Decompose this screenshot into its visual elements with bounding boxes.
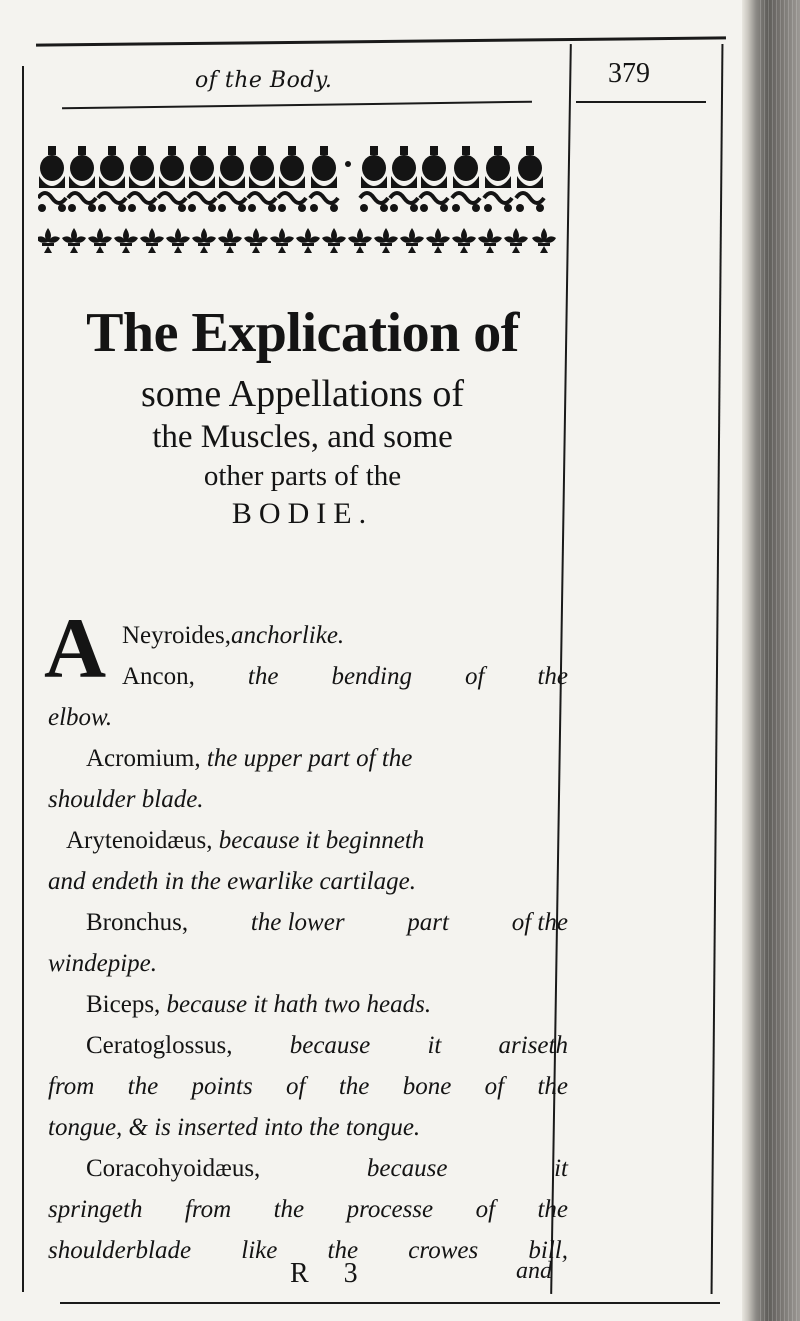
entry-coracohyoidaeus: Coracohyoidæus, because it xyxy=(86,1155,568,1182)
entry-bronchus: Bronchus, the lower part of the xyxy=(86,909,568,936)
running-head: of the Body. xyxy=(195,68,333,93)
bottom-frame-rule xyxy=(60,1302,720,1304)
entry-bronchus-cont: windepipe. xyxy=(48,950,158,977)
ornament-band xyxy=(38,140,558,262)
entry-coracohyoidaeus-cont-2: shoulderblade like the crowes bill, xyxy=(48,1237,568,1264)
entry-acromium-cont: shoulder blade. xyxy=(48,786,204,813)
title-line-2: some Appellations of xyxy=(141,373,464,415)
pageno-underline-rule xyxy=(576,101,706,103)
title-line-1: The Explication of xyxy=(86,302,519,364)
ornament-row-top xyxy=(38,146,544,212)
left-frame-rule xyxy=(22,66,24,1292)
top-frame-rule xyxy=(36,36,726,46)
entry-aneyroides: Neyroides,anchorlike. xyxy=(122,622,345,649)
entry-arytenoidaeus: Arytenoidæus, because it beginneth xyxy=(66,827,425,854)
signature-mark: R 3 xyxy=(290,1258,372,1289)
header-underline-rule xyxy=(62,101,532,110)
entry-ceratoglossus: Ceratoglossus, because it ariseth xyxy=(86,1032,568,1059)
catchword: and xyxy=(516,1258,552,1284)
entry-coracohyoidaeus-cont-1: springeth from the processe of the xyxy=(48,1196,568,1223)
ornament-row-bottom xyxy=(38,228,556,253)
entry-biceps: Biceps, because it hath two heads. xyxy=(86,991,432,1018)
title-line-4: other parts of the xyxy=(203,460,402,492)
drop-cap: A xyxy=(44,600,107,696)
entry-ceratoglossus-cont-1: from the points of the bone of the xyxy=(48,1073,568,1100)
entry-ancon: Ancon, the bending of the xyxy=(122,663,568,690)
fore-edge-texture xyxy=(760,0,800,1321)
entry-acromium: Acromium, the upper part of the xyxy=(86,745,413,772)
entry-ancon-cont: elbow. xyxy=(48,704,113,731)
glossary-text xyxy=(44,600,568,1271)
entry-ceratoglossus-cont-2: tongue, & is inserted into the tongue. xyxy=(48,1114,421,1141)
page-number: 379 xyxy=(608,58,650,89)
entry-arytenoidaeus-cont: and endeth in the ewarlike cartilage. xyxy=(48,868,416,895)
right-frame-rule xyxy=(711,44,724,1294)
chapter-title xyxy=(30,302,575,530)
title-line-3: the Muscles, and some xyxy=(152,419,453,455)
title-line-5: BODIE. xyxy=(231,497,374,530)
